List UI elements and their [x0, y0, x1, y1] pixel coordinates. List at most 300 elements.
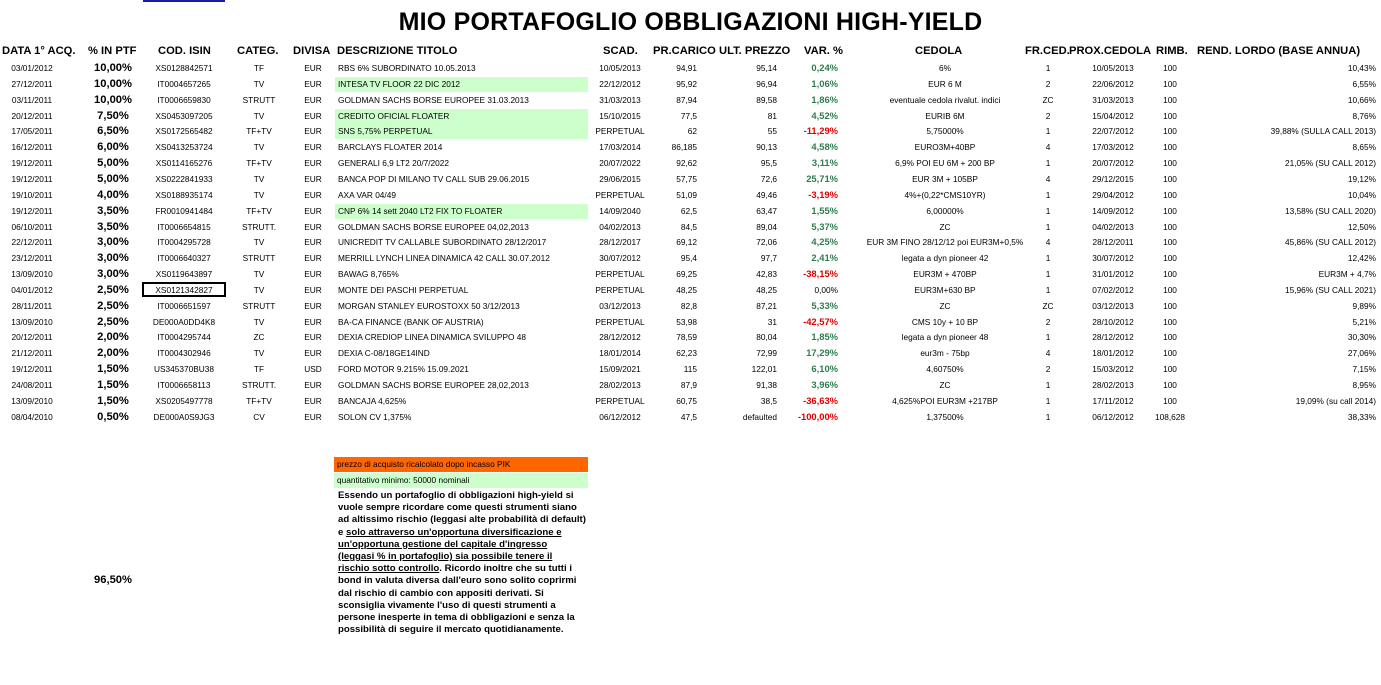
- cell-categ[interactable]: TV: [253, 284, 265, 295]
- cell-var[interactable]: -11,29%: [803, 125, 838, 137]
- cell-pr-carico[interactable]: 60,75: [676, 395, 697, 406]
- cell-categ[interactable]: TV: [253, 237, 265, 248]
- cell-fr-ced[interactable]: 2: [1045, 110, 1051, 121]
- cell-descrizione[interactable]: INTESA TV FLOOR 22 DIC 2012: [338, 78, 461, 89]
- cell-fr-ced[interactable]: ZC: [1042, 94, 1054, 105]
- cell-prox-cedola[interactable]: 04/02/2013: [1092, 221, 1134, 232]
- cell-pct-ptf[interactable]: 3,00%: [97, 236, 129, 249]
- cell-categ[interactable]: CV: [253, 411, 265, 422]
- cell-pct-ptf[interactable]: 10,00%: [94, 93, 132, 106]
- cell-data-acq[interactable]: 16/12/2011: [11, 142, 53, 153]
- total-pct[interactable]: 96,50%: [94, 574, 132, 586]
- cell-cedola[interactable]: eur3m - 75bp: [920, 348, 970, 359]
- cell-ult-prezzo[interactable]: 95,14: [756, 63, 777, 73]
- cell-prox-cedola[interactable]: 06/12/2012: [1092, 411, 1134, 422]
- cell-fr-ced[interactable]: 1: [1045, 221, 1051, 232]
- cell-data-acq[interactable]: 08/04/2010: [11, 411, 53, 422]
- cell-scad[interactable]: 31/03/2013: [599, 94, 641, 105]
- cell-ult-prezzo[interactable]: defaulted: [742, 411, 777, 422]
- cell-data-acq[interactable]: 22/12/2011: [11, 237, 53, 248]
- cell-rimb[interactable]: 100: [1163, 284, 1177, 295]
- cell-pr-carico[interactable]: 82,8: [680, 300, 697, 311]
- cell-prox-cedola[interactable]: 28/10/2012: [1092, 316, 1134, 327]
- cell-data-acq[interactable]: 20/12/2011: [11, 332, 53, 343]
- cell-categ[interactable]: STRUTT.: [241, 221, 277, 232]
- cell-scad[interactable]: 10/05/2013: [599, 63, 641, 73]
- cell-var[interactable]: 5,33%: [811, 299, 838, 311]
- cell-pr-carico[interactable]: 115: [683, 364, 697, 375]
- header-data-acq[interactable]: DATA 1° ACQ.: [2, 45, 76, 57]
- cell-categ[interactable]: TF: [253, 63, 265, 73]
- header-rend-lordo[interactable]: REND. LORDO (BASE ANNUA): [1197, 45, 1361, 57]
- cell-scad[interactable]: 04/02/2013: [599, 221, 641, 232]
- cell-pr-carico[interactable]: 47,5: [680, 411, 697, 422]
- cell-pr-carico[interactable]: 48,25: [676, 284, 697, 295]
- cell-isin[interactable]: IT0006654815: [157, 221, 211, 232]
- cell-rend-lordo[interactable]: EUR3M + 4,7%: [1318, 269, 1376, 280]
- cell-divisa[interactable]: EUR: [304, 411, 322, 422]
- cell-pct-ptf[interactable]: 0,50%: [97, 410, 129, 423]
- cell-pct-ptf[interactable]: 7,50%: [97, 109, 129, 122]
- cell-scad[interactable]: 15/10/2015: [599, 110, 641, 121]
- cell-rend-lordo[interactable]: 27,06%: [1347, 348, 1376, 359]
- cell-rimb[interactable]: 100: [1163, 237, 1177, 248]
- cell-prox-cedola[interactable]: 30/07/2012: [1092, 253, 1134, 264]
- cell-pct-ptf[interactable]: 5,00%: [97, 157, 129, 170]
- cell-divisa[interactable]: EUR: [304, 94, 322, 105]
- cell-isin[interactable]: IT0004295728: [157, 237, 211, 248]
- cell-isin[interactable]: IT0004657265: [157, 78, 211, 89]
- cell-cedola[interactable]: 4%+(0,22*CMS10YR): [904, 189, 986, 200]
- header-fr-ced[interactable]: FR.CED.: [1025, 45, 1070, 57]
- cell-divisa[interactable]: EUR: [304, 284, 322, 295]
- cell-scad[interactable]: 17/03/2014: [599, 142, 641, 153]
- cell-pr-carico[interactable]: 95,4: [680, 253, 697, 264]
- cell-categ[interactable]: ZC: [253, 332, 265, 343]
- cell-prox-cedola[interactable]: 14/09/2012: [1092, 205, 1134, 216]
- cell-ult-prezzo[interactable]: 31: [767, 316, 777, 327]
- cell-isin[interactable]: IT0006651597: [157, 300, 211, 311]
- cell-pct-ptf[interactable]: 6,50%: [97, 125, 129, 138]
- cell-data-acq[interactable]: 13/09/2010: [11, 269, 53, 280]
- cell-var[interactable]: 3,11%: [811, 157, 838, 169]
- cell-cedola[interactable]: EUR 3M FINO 28/12/12 poi EUR3M+0,5%: [866, 237, 1024, 248]
- cell-isin[interactable]: DE000A0DD4K8: [152, 316, 216, 327]
- cell-scad[interactable]: 15/09/2021: [599, 364, 641, 375]
- cell-cedola[interactable]: EUR3M+630 BP: [914, 284, 976, 295]
- cell-pct-ptf[interactable]: 2,50%: [97, 299, 129, 312]
- header-cedola[interactable]: CEDOLA: [915, 45, 963, 57]
- cell-categ[interactable]: TV: [253, 316, 265, 327]
- cell-fr-ced[interactable]: 1: [1045, 269, 1051, 280]
- cell-ult-prezzo[interactable]: 89,04: [756, 221, 777, 232]
- cell-rend-lordo[interactable]: 10,66%: [1347, 94, 1376, 105]
- cell-data-acq[interactable]: 19/10/2011: [11, 189, 53, 200]
- cell-isin[interactable]: DE000A0S9JG3: [153, 411, 215, 422]
- cell-divisa[interactable]: EUR: [304, 221, 322, 232]
- cell-rimb[interactable]: 100: [1163, 348, 1177, 359]
- cell-cedola[interactable]: 6%: [939, 63, 951, 73]
- cell-isin[interactable]: XS0114165276: [155, 158, 213, 169]
- cell-data-acq[interactable]: 19/12/2011: [11, 364, 53, 375]
- cell-descrizione[interactable]: DEXIA C-08/18GE14IND: [338, 348, 430, 359]
- cell-scad[interactable]: 28/12/2012: [599, 332, 641, 343]
- cell-isin[interactable]: IT0006659830: [157, 94, 211, 105]
- cell-fr-ced[interactable]: ZC: [1042, 300, 1054, 311]
- cell-isin[interactable]: IT0004302946: [157, 348, 211, 359]
- cell-prox-cedola[interactable]: 28/02/2013: [1092, 380, 1134, 390]
- cell-var[interactable]: 4,25%: [811, 236, 838, 248]
- cell-rimb[interactable]: 100: [1163, 173, 1177, 184]
- cell-rimb[interactable]: 100: [1163, 142, 1177, 153]
- cell-var[interactable]: 1,06%: [811, 77, 838, 89]
- note-pik[interactable]: prezzo di acquisto ricalcolato dopo incasso PIK: [334, 457, 588, 472]
- cell-isin[interactable]: IT0006658113: [157, 380, 211, 390]
- cell-scad[interactable]: 30/07/2012: [599, 253, 641, 264]
- cell-cedola[interactable]: EUR3M + 470BP: [913, 269, 977, 280]
- cell-rend-lordo[interactable]: 8,95%: [1352, 380, 1376, 390]
- cell-pr-carico[interactable]: 86,185: [671, 142, 697, 153]
- cell-prox-cedola[interactable]: 18/01/2012: [1092, 348, 1134, 359]
- cell-rend-lordo[interactable]: 30,30%: [1347, 332, 1376, 343]
- cell-pr-carico[interactable]: 87,94: [676, 94, 697, 105]
- cell-var[interactable]: 0,24%: [811, 62, 838, 73]
- cell-fr-ced[interactable]: 1: [1045, 126, 1051, 137]
- cell-rimb[interactable]: 100: [1163, 395, 1177, 406]
- cell-pct-ptf[interactable]: 2,00%: [97, 331, 129, 344]
- cell-pr-carico[interactable]: 62,23: [676, 348, 697, 359]
- cell-var[interactable]: 1,55%: [811, 204, 838, 216]
- cell-var[interactable]: 5,37%: [811, 220, 838, 232]
- cell-ult-prezzo[interactable]: 122,01: [751, 364, 777, 375]
- cell-prox-cedola[interactable]: 28/12/2012: [1092, 332, 1134, 343]
- cell-rend-lordo[interactable]: 9,89%: [1352, 300, 1376, 311]
- cell-scad[interactable]: PERPETUAL: [595, 284, 645, 295]
- cell-prox-cedola[interactable]: 28/12/2011: [1092, 237, 1134, 248]
- cell-data-acq[interactable]: 21/12/2011: [11, 348, 53, 359]
- cell-pct-ptf[interactable]: 1,50%: [97, 363, 129, 376]
- cell-pr-carico[interactable]: 62,5: [680, 205, 697, 216]
- cell-scad[interactable]: 29/06/2015: [599, 173, 641, 184]
- cell-rimb[interactable]: 100: [1163, 364, 1177, 375]
- cell-pr-carico[interactable]: 92,62: [676, 158, 697, 169]
- header-scad[interactable]: SCAD.: [603, 45, 638, 57]
- cell-rimb[interactable]: 100: [1163, 126, 1177, 137]
- cell-cedola[interactable]: 6,9% POI EU 6M + 200 BP: [895, 158, 995, 169]
- cell-rimb[interactable]: 100: [1163, 78, 1177, 89]
- cell-var[interactable]: 25,71%: [806, 172, 838, 184]
- cell-cedola[interactable]: 5,75000%: [926, 126, 964, 137]
- cell-descrizione[interactable]: MONTE DEI PASCHI PERPETUAL: [338, 284, 469, 295]
- cell-pct-ptf[interactable]: 6,00%: [97, 141, 129, 154]
- cell-isin[interactable]: XS0121342827: [155, 284, 213, 295]
- cell-rend-lordo[interactable]: 10,43%: [1347, 63, 1376, 73]
- cell-rimb[interactable]: 100: [1163, 110, 1177, 121]
- cell-divisa[interactable]: EUR: [304, 395, 322, 406]
- cell-cedola[interactable]: legata a dyn pioneer 48: [901, 332, 989, 343]
- cell-divisa[interactable]: EUR: [304, 348, 322, 359]
- cell-scad[interactable]: PERPETUAL: [595, 316, 645, 327]
- cell-rimb[interactable]: 100: [1163, 221, 1177, 232]
- cell-fr-ced[interactable]: 4: [1045, 142, 1051, 153]
- cell-rimb[interactable]: 100: [1163, 332, 1177, 343]
- cell-divisa[interactable]: EUR: [304, 269, 322, 280]
- cell-categ[interactable]: TV: [253, 348, 265, 359]
- cell-pct-ptf[interactable]: 10,00%: [94, 62, 132, 74]
- cell-rend-lordo[interactable]: 21,05% (SU CALL 2012): [1284, 158, 1376, 169]
- cell-fr-ced[interactable]: 1: [1045, 380, 1051, 390]
- cell-pr-carico[interactable]: 84,5: [680, 221, 697, 232]
- cell-rend-lordo[interactable]: 19,12%: [1347, 173, 1376, 184]
- header-var[interactable]: VAR. %: [804, 45, 843, 57]
- cell-ult-prezzo[interactable]: 87,21: [756, 300, 777, 311]
- cell-var[interactable]: 4,58%: [811, 141, 838, 153]
- cell-scad[interactable]: PERPETUAL: [595, 269, 645, 280]
- cell-cedola[interactable]: CMS 10y + 10 BP: [911, 316, 979, 327]
- cell-prox-cedola[interactable]: 10/05/2013: [1092, 63, 1134, 73]
- cell-descrizione[interactable]: GOLDMAN SACHS BORSE EUROPEE 04,02,2013: [338, 221, 529, 232]
- cell-pct-ptf[interactable]: 2,50%: [97, 283, 129, 296]
- cell-fr-ced[interactable]: 2: [1045, 316, 1051, 327]
- cell-rend-lordo[interactable]: 12,50%: [1347, 221, 1376, 232]
- cell-rend-lordo[interactable]: 12,42%: [1347, 253, 1376, 264]
- cell-descrizione[interactable]: GENERALI 6,9 LT2 20/7/2022: [338, 158, 449, 169]
- cell-prox-cedola[interactable]: 29/04/2012: [1092, 189, 1134, 200]
- cell-cedola[interactable]: 4,60750%: [926, 364, 964, 375]
- cell-rimb[interactable]: 100: [1163, 316, 1177, 327]
- cell-descrizione[interactable]: BAWAG 8,765%: [338, 269, 399, 280]
- cell-cedola[interactable]: 6,00000%: [926, 205, 964, 216]
- cell-cedola[interactable]: 1,37500%: [926, 411, 964, 422]
- cell-pr-carico[interactable]: 95,92: [676, 78, 697, 89]
- cell-fr-ced[interactable]: 1: [1045, 395, 1051, 406]
- cell-divisa[interactable]: EUR: [304, 63, 322, 73]
- cell-prox-cedola[interactable]: 31/03/2013: [1092, 94, 1134, 105]
- cell-rend-lordo[interactable]: 38,33%: [1347, 411, 1376, 422]
- cell-fr-ced[interactable]: 4: [1045, 237, 1051, 248]
- cell-ult-prezzo[interactable]: 72,6: [760, 173, 777, 184]
- cell-isin[interactable]: FR0010941484: [155, 205, 213, 216]
- cell-var[interactable]: -42,57%: [803, 315, 838, 327]
- cell-cedola[interactable]: ZC: [939, 221, 951, 232]
- cell-pct-ptf[interactable]: 3,00%: [97, 268, 129, 281]
- cell-ult-prezzo[interactable]: 72,99: [756, 348, 777, 359]
- disclaimer-text[interactable]: [338, 490, 586, 636]
- cell-categ[interactable]: TF+TV: [246, 395, 272, 406]
- cell-data-acq[interactable]: 17/05/2011: [11, 126, 53, 137]
- cell-data-acq[interactable]: 04/01/2012: [11, 284, 53, 295]
- cell-isin[interactable]: XS0453097205: [155, 110, 213, 121]
- cell-descrizione[interactable]: DEXIA CREDIOP LINEA DINAMICA SVILUPPO 48: [338, 332, 526, 343]
- cell-var[interactable]: -38,15%: [803, 268, 838, 280]
- cell-isin[interactable]: XS0222841933: [155, 173, 213, 184]
- cell-isin[interactable]: XS0128842571: [155, 63, 213, 73]
- cell-rimb[interactable]: 100: [1163, 189, 1177, 200]
- cell-fr-ced[interactable]: 1: [1045, 284, 1051, 295]
- cell-prox-cedola[interactable]: 22/07/2012: [1092, 126, 1134, 137]
- cell-data-acq[interactable]: 23/12/2011: [11, 253, 53, 264]
- cell-data-acq[interactable]: 19/12/2011: [11, 158, 53, 169]
- cell-rimb[interactable]: 108,628: [1155, 411, 1185, 422]
- header-prox-cedola[interactable]: PROX.CEDOLA: [1069, 45, 1152, 57]
- cell-scad[interactable]: 18/01/2014: [599, 348, 641, 359]
- cell-categ[interactable]: TF+TV: [246, 158, 272, 169]
- cell-categ[interactable]: STRUTT: [242, 94, 276, 105]
- cell-scad[interactable]: 14/09/2040: [599, 205, 641, 216]
- cell-data-acq[interactable]: 13/09/2010: [11, 316, 53, 327]
- cell-divisa[interactable]: EUR: [304, 158, 322, 169]
- cell-divisa[interactable]: EUR: [304, 253, 322, 264]
- cell-rimb[interactable]: 100: [1163, 205, 1177, 216]
- header-isin[interactable]: COD. ISIN: [158, 45, 211, 57]
- cell-divisa[interactable]: EUR: [304, 332, 322, 343]
- cell-descrizione[interactable]: MORGAN STANLEY EUROSTOXX 50 3/12/2013: [338, 300, 520, 311]
- cell-pr-carico[interactable]: 69,25: [676, 269, 697, 280]
- cell-rimb[interactable]: 100: [1163, 63, 1177, 73]
- cell-var[interactable]: 2,41%: [811, 252, 838, 264]
- cell-pct-ptf[interactable]: 2,50%: [97, 315, 129, 328]
- cell-ult-prezzo[interactable]: 42,83: [756, 269, 777, 280]
- cell-var[interactable]: 6,10%: [811, 363, 838, 375]
- cell-ult-prezzo[interactable]: 89,58: [756, 94, 777, 105]
- cell-data-acq[interactable]: 24/08/2011: [11, 380, 53, 390]
- cell-fr-ced[interactable]: 1: [1045, 253, 1051, 264]
- cell-rend-lordo[interactable]: 8,65%: [1352, 142, 1376, 153]
- cell-fr-ced[interactable]: 2: [1045, 364, 1051, 375]
- cell-categ[interactable]: TV: [253, 142, 265, 153]
- cell-rend-lordo[interactable]: 6,55%: [1352, 78, 1376, 89]
- cell-isin[interactable]: XS0205497778: [155, 395, 213, 406]
- cell-descrizione[interactable]: RBS 6% SUBORDINATO 10.05.2013: [338, 63, 476, 73]
- header-rimb[interactable]: RIMB.: [1156, 45, 1188, 57]
- cell-rend-lordo[interactable]: 15,96% (SU CALL 2021): [1284, 284, 1376, 295]
- cell-isin[interactable]: XS0413253724: [155, 142, 213, 153]
- header-divisa[interactable]: DIVISA: [293, 45, 331, 57]
- cell-var[interactable]: 0,00%: [814, 284, 838, 295]
- cell-var[interactable]: -3,19%: [808, 188, 838, 200]
- cell-var[interactable]: -100,00%: [797, 410, 838, 422]
- cell-var[interactable]: 3,96%: [811, 379, 838, 390]
- cell-prox-cedola[interactable]: 07/02/2012: [1092, 284, 1134, 295]
- header-pr-carico[interactable]: PR.CARICO: [653, 45, 716, 57]
- cell-rimb[interactable]: 100: [1163, 253, 1177, 264]
- cell-fr-ced[interactable]: 2: [1045, 78, 1051, 89]
- cell-descrizione[interactable]: BANCAJA 4,625%: [338, 395, 407, 406]
- cell-pr-carico[interactable]: 51,09: [676, 189, 697, 200]
- cell-divisa[interactable]: EUR: [304, 78, 322, 89]
- cell-rend-lordo[interactable]: 45,86% (SU CALL 2012): [1284, 237, 1376, 248]
- cell-divisa[interactable]: EUR: [304, 205, 322, 216]
- cell-rend-lordo[interactable]: 8,76%: [1352, 110, 1376, 121]
- header-ult-prezzo[interactable]: ULT. PREZZO: [719, 45, 791, 57]
- cell-divisa[interactable]: EUR: [304, 173, 322, 184]
- cell-descrizione[interactable]: SOLON CV 1,375%: [338, 411, 412, 422]
- cell-data-acq[interactable]: 03/01/2012: [11, 63, 53, 73]
- note-min-quantity[interactable]: quantitativo minimo: 50000 nominali: [334, 473, 588, 488]
- cell-prox-cedola[interactable]: 17/11/2012: [1092, 395, 1134, 406]
- cell-prox-cedola[interactable]: 20/07/2012: [1092, 158, 1134, 169]
- cell-fr-ced[interactable]: 1: [1045, 189, 1051, 200]
- cell-categ[interactable]: TF+TV: [246, 205, 272, 216]
- cell-cedola[interactable]: ZC: [939, 380, 951, 390]
- cell-rend-lordo[interactable]: 5,21%: [1352, 316, 1376, 327]
- cell-fr-ced[interactable]: 1: [1045, 63, 1051, 73]
- cell-descrizione[interactable]: AXA VAR 04/49: [338, 189, 396, 200]
- cell-descrizione[interactable]: GOLDMAN SACHS BORSE EUROPEE 28,02,2013: [338, 380, 529, 390]
- cell-var[interactable]: -36,63%: [803, 394, 838, 406]
- cell-descrizione[interactable]: GOLDMAN SACHS BORSE EUROPEE 31.03.2013: [338, 94, 529, 105]
- cell-divisa[interactable]: EUR: [304, 316, 322, 327]
- cell-cedola[interactable]: EURIB 6M: [925, 110, 965, 121]
- cell-divisa[interactable]: EUR: [304, 142, 322, 153]
- cell-prox-cedola[interactable]: 03/12/2013: [1092, 300, 1134, 311]
- cell-data-acq[interactable]: 27/12/2011: [11, 78, 53, 89]
- cell-divisa[interactable]: EUR: [304, 380, 322, 390]
- cell-rend-lordo[interactable]: 39,88% (SULLA CALL 2013): [1270, 126, 1376, 137]
- cell-isin[interactable]: IT0006640327: [157, 253, 211, 264]
- cell-categ[interactable]: TV: [253, 110, 265, 121]
- cell-prox-cedola[interactable]: 22/06/2012: [1092, 78, 1134, 89]
- cell-data-acq[interactable]: 19/12/2011: [11, 205, 53, 216]
- cell-prox-cedola[interactable]: 31/01/2012: [1092, 269, 1134, 280]
- cell-pct-ptf[interactable]: 3,00%: [97, 252, 129, 265]
- cell-pct-ptf[interactable]: 10,00%: [94, 77, 132, 90]
- cell-cedola[interactable]: EUR 6 M: [928, 78, 962, 89]
- cell-divisa[interactable]: USD: [304, 364, 322, 375]
- cell-ult-prezzo[interactable]: 90,13: [756, 142, 777, 153]
- cell-categ[interactable]: TF+TV: [246, 126, 272, 137]
- cell-categ[interactable]: TF: [253, 364, 265, 375]
- cell-rend-lordo[interactable]: 19,09% (su call 2014): [1295, 395, 1376, 406]
- cell-categ[interactable]: TV: [253, 173, 265, 184]
- cell-ult-prezzo[interactable]: 97,7: [760, 253, 777, 264]
- cell-categ[interactable]: STRUTT: [242, 253, 276, 264]
- cell-scad[interactable]: PERPETUAL: [595, 395, 645, 406]
- cell-fr-ced[interactable]: 1: [1045, 205, 1051, 216]
- cell-cedola[interactable]: 4,625%POI EUR3M +217BP: [892, 395, 998, 406]
- cell-rimb[interactable]: 100: [1163, 158, 1177, 169]
- cell-data-acq[interactable]: 19/12/2011: [11, 173, 53, 184]
- cell-rimb[interactable]: 100: [1163, 300, 1177, 311]
- cell-var[interactable]: 4,52%: [811, 109, 838, 121]
- cell-fr-ced[interactable]: 1: [1045, 332, 1051, 343]
- cell-ult-prezzo[interactable]: 63,47: [756, 205, 777, 216]
- cell-var[interactable]: 17,29%: [806, 347, 838, 359]
- cell-data-acq[interactable]: 06/10/2011: [11, 221, 53, 232]
- cell-ult-prezzo[interactable]: 48,25: [756, 284, 777, 295]
- cell-pct-ptf[interactable]: 1,50%: [97, 379, 129, 391]
- cell-isin[interactable]: XS0119643897: [155, 269, 213, 280]
- cell-pr-carico[interactable]: 87,9: [680, 380, 697, 390]
- cell-rend-lordo[interactable]: 10,04%: [1347, 189, 1376, 200]
- cell-scad[interactable]: 28/02/2013: [599, 380, 641, 390]
- cell-rend-lordo[interactable]: 7,15%: [1352, 364, 1376, 375]
- cell-divisa[interactable]: EUR: [304, 237, 322, 248]
- cell-pr-carico[interactable]: 78,59: [676, 332, 697, 343]
- cell-pr-carico[interactable]: 94,91: [676, 63, 697, 73]
- cell-descrizione[interactable]: UNICREDIT TV CALLABLE SUBORDINATO 28/12/2017: [338, 237, 547, 248]
- cell-categ[interactable]: STRUTT: [242, 300, 276, 311]
- cell-descrizione[interactable]: SNS 5,75% PERPETUAL: [338, 126, 433, 137]
- cell-ult-prezzo[interactable]: 96,94: [756, 78, 777, 89]
- cell-rimb[interactable]: 100: [1163, 269, 1177, 280]
- cell-descrizione[interactable]: MERRILL LYNCH LINEA DINAMICA 42 CALL 30.07.2012: [338, 253, 550, 264]
- cell-isin[interactable]: XS0172565482: [155, 126, 213, 137]
- cell-pr-carico[interactable]: 77,5: [680, 110, 697, 121]
- cell-descrizione[interactable]: FORD MOTOR 9.215% 15.09.2021: [338, 364, 469, 375]
- cell-prox-cedola[interactable]: 15/04/2012: [1092, 110, 1134, 121]
- cell-data-acq[interactable]: 13/09/2010: [11, 395, 53, 406]
